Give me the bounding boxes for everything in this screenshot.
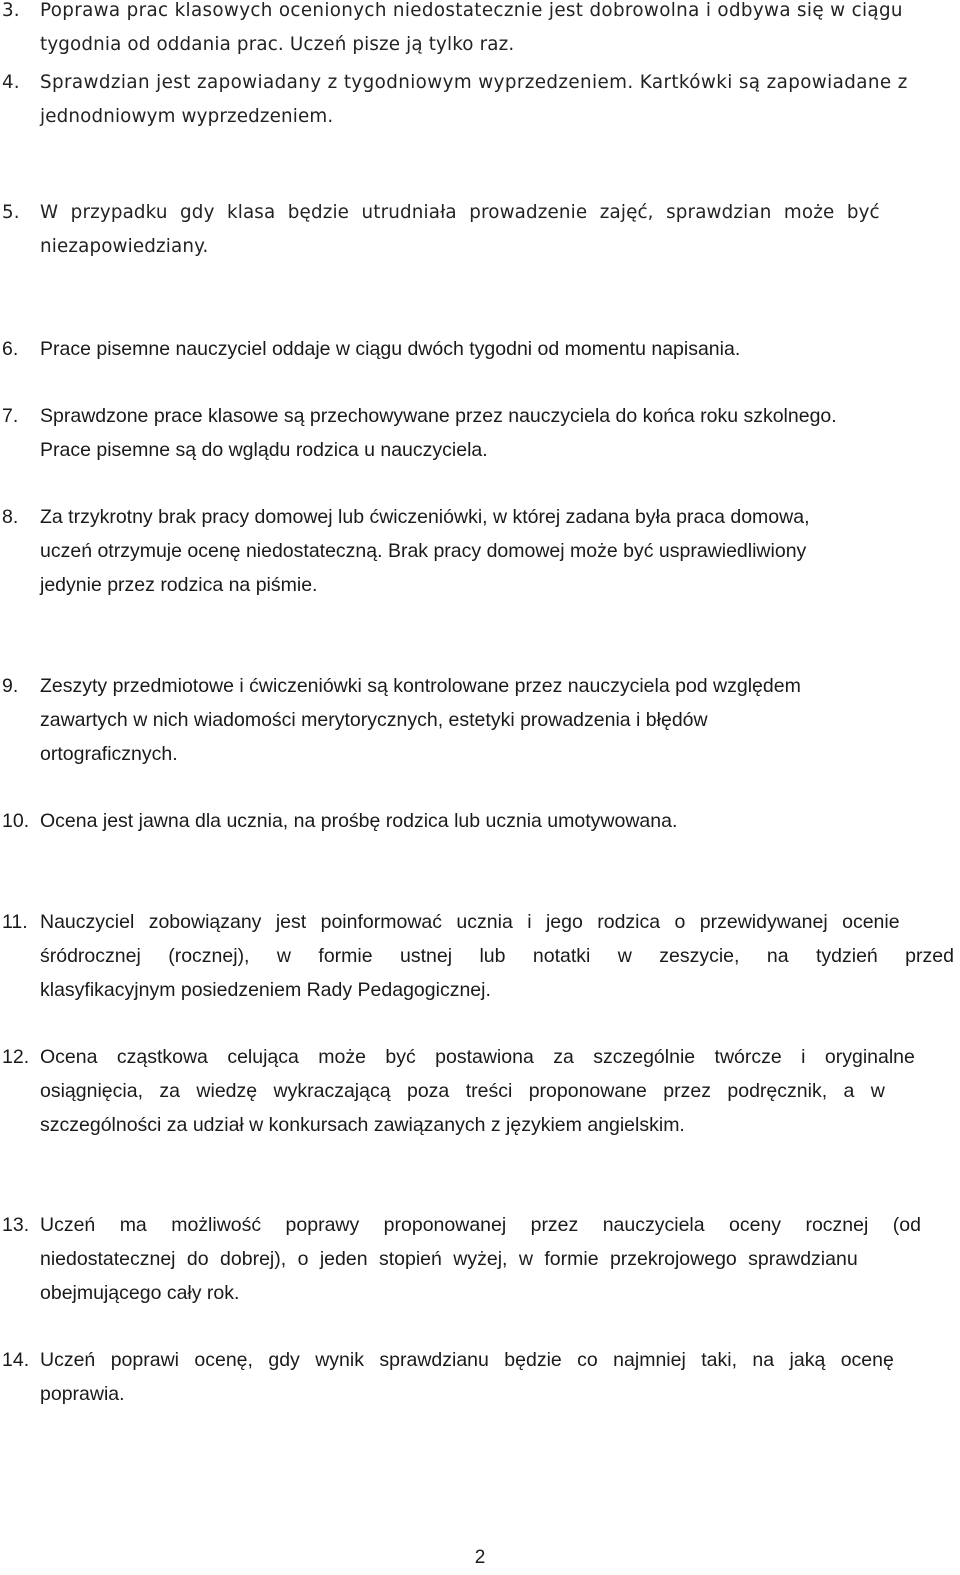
- item-number: 6.: [2, 338, 19, 360]
- item-line: Nauczyciel zobowiązany jest poinformować ucznia i jego rodzica o przewidywanej ocenie: [40, 911, 900, 933]
- item-text: [40, 804, 952, 838]
- item-line: ortograficznych.: [40, 743, 178, 765]
- item-number: 14.: [2, 1349, 30, 1371]
- item-text: [40, 0, 952, 62]
- item-line: obejmującego cały rok.: [40, 1282, 240, 1304]
- item-line: Ocena jest jawna dla ucznia, na prośbę rodzica lub ucznia umotywowana.: [40, 810, 678, 832]
- item-line: klasyfikacyjnym posiedzeniem Rady Pedagogicznej.: [40, 979, 491, 1001]
- list-item-3: [0, 0, 960, 62]
- list-item-5: [0, 196, 960, 264]
- item-line: niedostatecznej do dobrej), o jeden stopień wyżej, w formie przekrojowego sprawdzianu: [40, 1248, 858, 1270]
- list-item-6: [0, 332, 960, 366]
- item-text: [40, 1343, 952, 1411]
- page-number: 2: [474, 1547, 486, 1568]
- item-line: Sprawdzian jest zapowiadany z tygodniowym wyprzedzeniem. Kartkówki są zapowiadane z: [40, 72, 908, 93]
- item-line: uczeń otrzymuje ocenę niedostateczną. Brak pracy domowej może być usprawiedliwiony: [40, 540, 807, 562]
- item-text: [40, 399, 952, 467]
- list-item-13: [0, 1208, 960, 1310]
- item-line: Ocena cząstkowa celująca może być postawiona za szczególnie twórcze i oryginalne: [40, 1046, 915, 1068]
- item-line: szczególności za udział w konkursach zawiązanych z językiem angielskim.: [40, 1114, 685, 1136]
- item-text: [40, 669, 952, 771]
- item-line: Zeszyty przedmiotowe i ćwiczeniówki są kontrolowane przez nauczyciela pod względem: [40, 675, 801, 697]
- item-number: 13.: [2, 1214, 30, 1236]
- item-line: niezapowiedziany.: [40, 236, 209, 257]
- item-line: jednodniowym wyprzedzeniem.: [40, 106, 334, 127]
- list-item-4: [0, 66, 960, 134]
- item-text: [40, 332, 952, 366]
- item-number: 8.: [2, 506, 19, 528]
- list-item-12: [0, 1040, 960, 1142]
- item-line: Poprawa prac klasowych ocenionych niedostatecznie jest dobrowolna i odbywa się w ciągu: [40, 0, 903, 21]
- list-item-9: [0, 669, 960, 771]
- item-text: [40, 905, 952, 1007]
- item-text: [40, 1208, 952, 1310]
- item-line: Prace pisemne nauczyciel oddaje w ciągu dwóch tygodni od momentu napisania.: [40, 338, 741, 360]
- item-text: [40, 500, 952, 602]
- item-line: zawartych w nich wiadomości merytorycznych, estetyki prowadzenia i błędów: [40, 709, 708, 731]
- item-line: śródrocznej (rocznej), w formie ustnej lub notatki w zeszycie, na tydzień przed: [40, 945, 954, 967]
- item-number: 5.: [2, 202, 20, 223]
- list-item-8: [0, 500, 960, 602]
- list-item-14: [0, 1343, 960, 1411]
- list-item-7: [0, 399, 960, 467]
- item-number: 9.: [2, 675, 19, 697]
- item-line: Uczeń ma możliwość poprawy proponowanej przez nauczyciela oceny rocznej (od: [40, 1214, 921, 1236]
- item-line: Za trzykrotny brak pracy domowej lub ćwiczeniówki, w której zadana była praca domowa,: [40, 506, 810, 528]
- item-text: [40, 1040, 952, 1142]
- item-number: 11.: [2, 911, 28, 933]
- item-line: tygodnia od oddania prac. Uczeń pisze ją tylko raz.: [40, 34, 515, 55]
- item-line: Uczeń poprawi ocenę, gdy wynik sprawdzianu będzie co najmniej taki, na jaką ocenę: [40, 1349, 894, 1371]
- item-number: 10.: [2, 810, 30, 832]
- item-number: 12.: [2, 1046, 30, 1068]
- item-line: osiągnięcia, za wiedzę wykraczającą poza treści proponowane przez podręcznik, a w: [40, 1080, 885, 1102]
- item-number: 3.: [2, 0, 20, 21]
- list-item-10: [0, 804, 960, 838]
- item-line: Sprawdzone prace klasowe są przechowywane przez nauczyciela do końca roku szkolnego.: [40, 405, 837, 427]
- item-text: [40, 66, 952, 134]
- item-number: 4.: [2, 72, 20, 93]
- item-line: poprawia.: [40, 1383, 125, 1405]
- item-number: 7.: [2, 405, 19, 427]
- item-line: W przypadku gdy klasa będzie utrudniała prowadzenie zajęć, sprawdzian może być: [40, 202, 880, 223]
- item-line: jedynie przez rodzica na piśmie.: [40, 574, 318, 596]
- list-item-11: [0, 905, 960, 1007]
- item-text: [40, 196, 952, 264]
- item-line: Prace pisemne są do wglądu rodzica u nauczyciela.: [40, 439, 488, 461]
